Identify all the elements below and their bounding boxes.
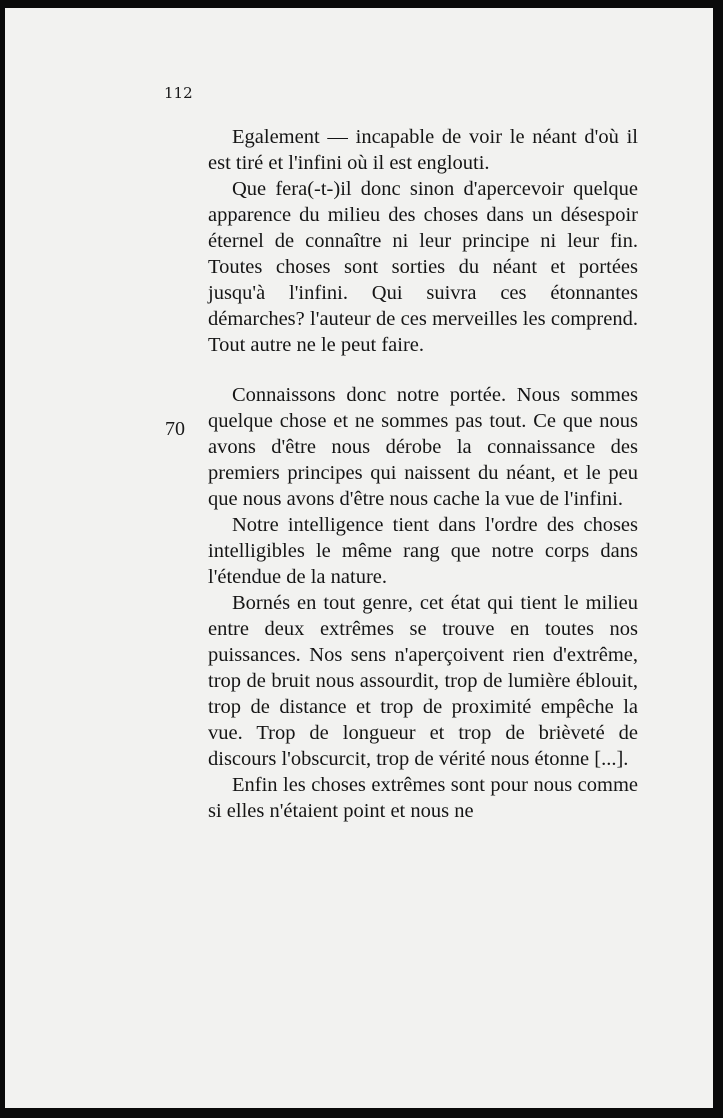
- paragraph: Egalement — incapable de voir le néant d'où il est tiré et l'infini où il est englouti.: [208, 126, 638, 174]
- paragraph: Notre intelligence tient dans l'ordre des choses intelligibles le même rang que notre corps dans l'étendue de la nature.: [208, 514, 638, 588]
- paragraph: Que fera(-t-)il donc sinon d'apercevoir quelque apparence du milieu des choses dans un désespoir éternel de connaître ni leur principe ni leur fin. Toutes choses sont sorties du néant et portées jusqu'à l'infini. Qui suivra ces étonnantes démarches? l'auteur de ces merveilles les comprend. Tout autre ne le peut faire.: [208, 178, 638, 356]
- paragraph: Bornés en tout genre, cet état qui tient le milieu entre deux extrêmes se trouve en toutes nos puissances. Nos sens n'aperçoivent rien d'extrême, trop de bruit nous assourdit, trop de lumière éblouit, trop de distance et trop de proximité empêche la vue. Trop de longueur et trop de brièveté de discours l'obscurcit, trop de vérité nous étonne [...].: [208, 592, 638, 770]
- book-page: [5, 8, 713, 1108]
- page-number: 112: [164, 84, 193, 102]
- paragraph: Enfin les choses extrêmes sont pour nous comme si elles n'étaient point et nous ne: [208, 774, 638, 822]
- paragraph: Connaissons donc notre portée. Nous sommes quelque chose et ne sommes pas tout. Ce que nous avons d'être nous dérobe la connaissance des premiers principes qui naissent du néant, et le peu que nous avons d'être nous cache la vue de l'infini.: [208, 384, 638, 510]
- body-text: [208, 124, 638, 824]
- margin-fragment-number: 70: [165, 418, 185, 440]
